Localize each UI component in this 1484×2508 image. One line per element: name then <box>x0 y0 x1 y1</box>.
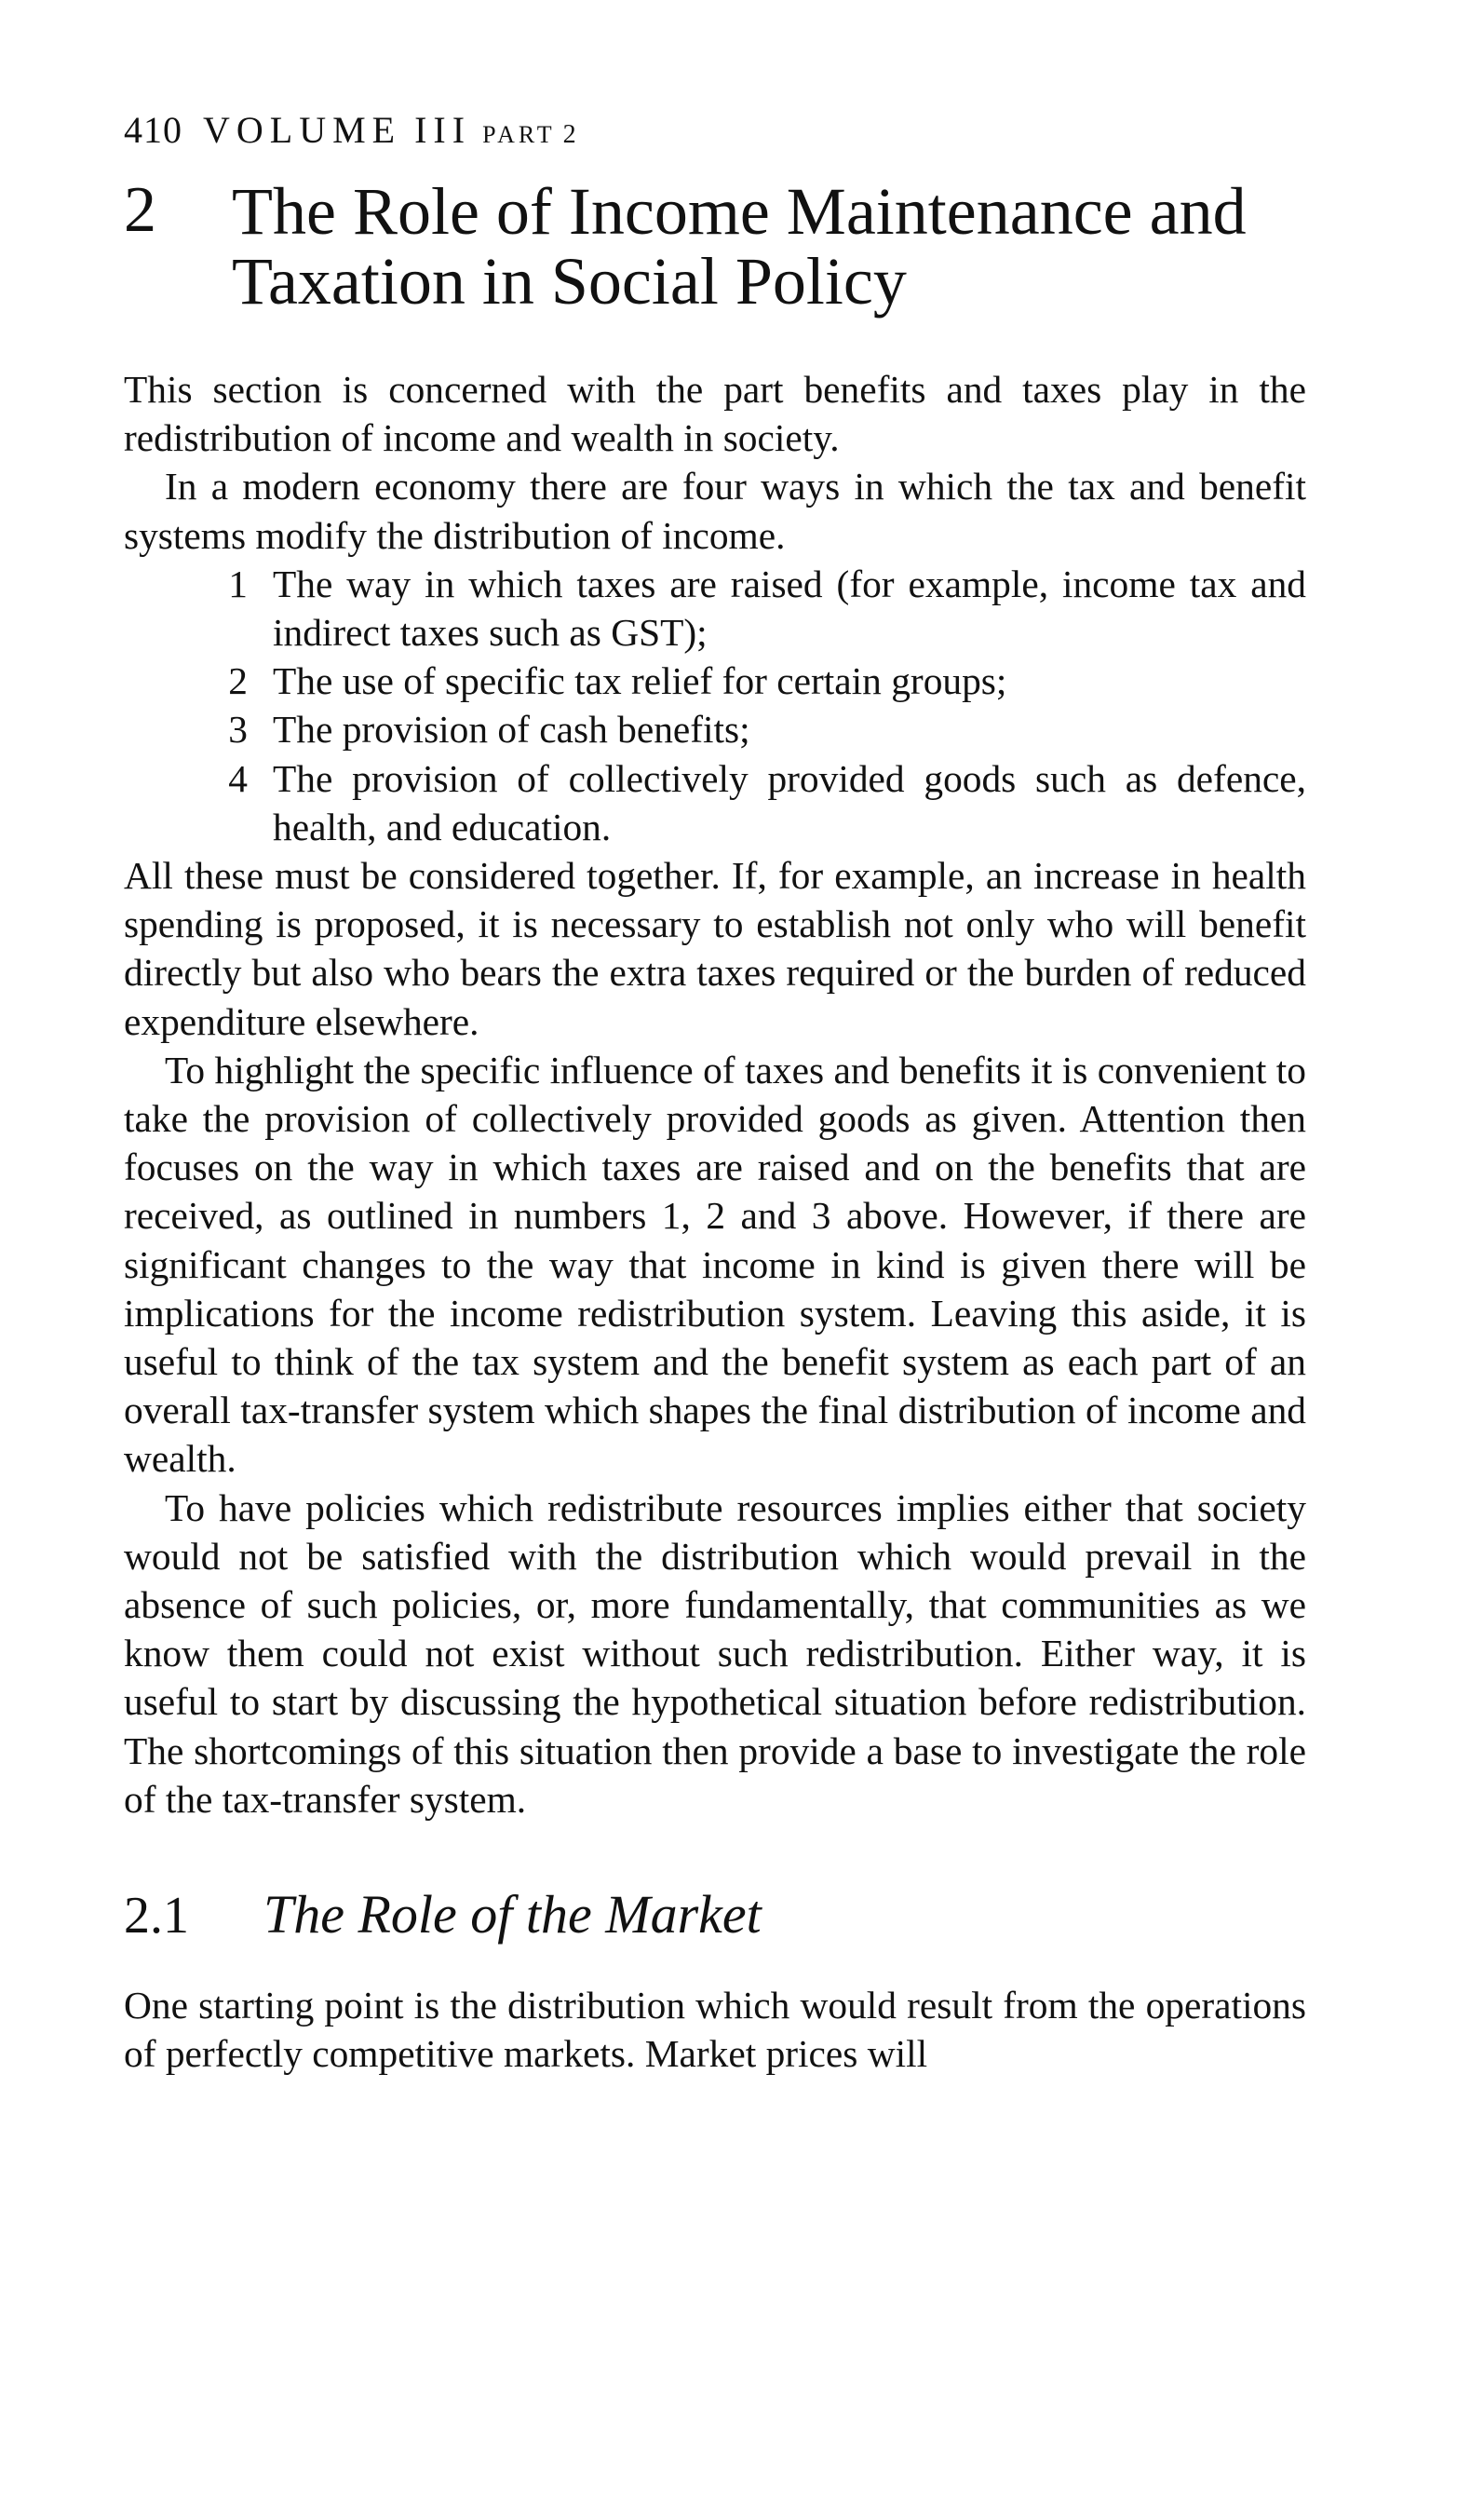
list-item-number: 1 <box>228 562 248 605</box>
list-item-number: 2 <box>228 659 248 703</box>
volume-label: VOLUME <box>203 109 402 151</box>
list-item-text: The way in which taxes are raised (for example, income tax and indirect taxes such as GST); <box>273 562 1306 655</box>
section-number: 2.1 <box>124 1887 189 1945</box>
list-item <box>124 657 1306 705</box>
list-item <box>124 754 1306 851</box>
list-item <box>124 560 1306 657</box>
paragraph-2: In a modern economy there are four ways in which the tax and benefit systems modify the distribution of income. <box>124 465 1306 557</box>
list-item-text: The provision of collectively provided goods such as defence, health, and education. <box>273 756 1306 848</box>
numbered-list <box>124 560 1306 851</box>
paragraph-5: To have policies which redistribute resources implies either that society would not be satisfied with the distribution which would prevail in the absence of such policies, or, more fundamentally, that communities as we know them could not exist without such redistribution. Either way, it is useful to start by discussing the hypothetical situation before redistribution. The shortcomings of this situation then provide a base to investigate the role of the tax-transfer system. <box>124 1485 1306 1821</box>
paragraph-6: One starting point is the distribution which would result from the operations of perfectly competitive markets. Market prices will <box>124 1984 1306 2076</box>
list-item-number: 3 <box>228 708 248 752</box>
chapter-heading <box>124 174 1306 319</box>
chapter-title: The Role of Income Maintenance and Taxation in Social Policy <box>232 174 1247 319</box>
page <box>124 109 1306 2079</box>
part-label: PART <box>482 121 556 148</box>
paragraph-4: To highlight the specific influence of taxes and benefits it is convenient to take the provision of collectively provided goods as given. Attention then focuses on the way in which taxes are raised and on the benefits that are received, as outlined in numbers 1, 2 and 3 above. However, if there are significant changes to the way that income in kind is given there will be implications for the income redistribution system. Leaving this aside, it is useful to think of the tax system and the benefit system as each part of an overall tax-transfer system which shapes the final distribution of income and wealth. <box>124 1048 1306 1481</box>
list-item-number: 4 <box>228 756 248 800</box>
volume-number: III <box>414 109 472 151</box>
chapter-number: 2 <box>124 174 156 246</box>
paragraph-1: This section is concerned with the part benefits and taxes play in the redistribution of income and wealth in society. <box>124 368 1306 460</box>
list-item-text: The use of specific tax relief for certain groups; <box>273 659 1007 703</box>
list-item <box>124 705 1306 753</box>
list-item-text: The provision of cash benefits; <box>273 708 750 752</box>
section-title: The Role of the Market <box>263 1884 762 1945</box>
section-heading <box>124 1883 1306 1945</box>
page-number: 410 <box>124 109 182 151</box>
paragraph-3: All these must be considered together. If, for example, an increase in health spending is proposed, it is necessary to establish not only who will benefit directly but also who bears the extra taxes required or the burden of reduced expenditure elsewhere. <box>124 854 1306 1043</box>
running-head <box>124 109 1306 151</box>
part-number: 2 <box>562 120 578 149</box>
